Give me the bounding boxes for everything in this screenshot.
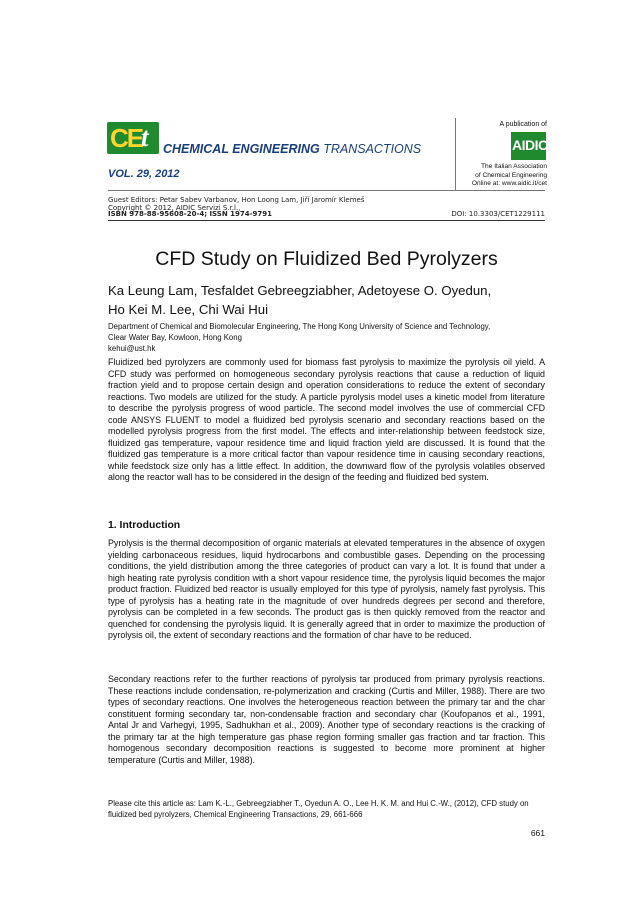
authors (108, 281, 491, 319)
isbn: ISBN 978-88-95608-20-4; ISSN 1974-9791 (108, 210, 272, 218)
cet-logo-ce: CE (110, 123, 143, 153)
journal-name (163, 142, 421, 156)
authors-line-2: Ho Kei M. Lee, Chi Wai Hui (108, 302, 269, 317)
journal-name-main: CHEMICAL ENGINEERING (163, 142, 320, 156)
association-info (455, 163, 547, 189)
affiliation-line-2: Clear Water Bay, Kowloon, Hong Kong (108, 333, 242, 342)
copyright-line: Copyright © 2012, AIDIC Servizi S.r.l., (108, 203, 241, 212)
intro-paragraph-2: Secondary reactions refer to the further reactions of pyrolysis tar produced from primary pyrolysis reactions. These reactions include condensation, re-polymerization and cracking (Curtis and Miller, 1988). There are two types of secondary reactions. One involves the heterogeneous reaction between the primary tar and the char constituent forming secondary tar, non-condensable fraction and secondary char (Koufopanos et al., 1991, Antal Jr and Varhegyi, 1995, Sadhukhan et al., 2009). Another type of secondary reactions is the cracking of the primary tar at the high temperature gas phase region forming smaller gas fraction and tar fraction. This homogenous secondary decomposition reactions is suggested to become more prominent at higher temperature (Curtis and Miller, 1988). (108, 674, 545, 765)
affiliation (108, 321, 545, 354)
affiliation-line-1: Department of Chemical and Biomolecular Engineering, The Hong Kong University of Science and Technology, (108, 322, 491, 331)
intro-paragraph-1: Pyrolysis is the thermal decomposition of organic materials at elevated temperatures in the absence of oxygen yielding carbonaceous residues, liquid hydrocarbons and combustible gases. Depending on the processing conditions, the yield distribution among the three categories of product can vary a lot. It is found that under a high heating rate pyrolysis condition with a short vapour residence time, the pyrolysis liquid becomes the major product fraction. Fluidized bed reactor is usually employed for this type of pyrolysis, namely fast pyrolysis. This type of pyrolysis has a heating rate in the magnitude of over hundreds degrees per second and therefore, pyrolysis can be completed in a few seconds. The product gas is then quickly removed from the reactor and quenched for condensing the pyrolysis liquid. It is generally agreed that in order to maximize the production of pyrolysis oil, the extent of secondary reactions and the formation of char have to be reduced. (108, 538, 545, 640)
aidic-logo-text: AIDIC (512, 137, 548, 153)
cet-logo (107, 122, 159, 154)
aidic-logo (511, 132, 546, 160)
cet-logo-t: t (141, 122, 149, 152)
header-divider-top (108, 190, 545, 191)
guest-editors: Guest Editors: Petar Sabev Varbanov, Hon Loong Lam, Jiří Jaromír Klemeš (108, 196, 365, 204)
section-heading-introduction: 1. Introduction (108, 520, 181, 531)
article-title: CFD Study on Fluidized Bed Pyrolyzers (155, 248, 498, 270)
association-line-1: The Italian Association (481, 163, 547, 170)
publication-of-label: A publication of (499, 121, 547, 128)
citation-note: Please cite this article as: Lam K.-L., Gebreegziabher T., Oyedun A. O., Lee H. K. M. and Hui C.-W., (2012), CFD study on fluidized bed pyrolyzers, Chemical Engineering Transactions, 29, 661-666 (108, 799, 529, 819)
header-divider-bottom (108, 220, 545, 221)
association-url: Online at: www.aidic.it/cet (471, 180, 547, 188)
journal-name-sub: TRANSACTIONS (323, 142, 422, 156)
association-line-2: of Chemical Engineering (475, 171, 547, 179)
volume-label: VOL. 29, 2012 (108, 168, 180, 180)
doi: DOI: 10.3303/CET1229111 (451, 210, 545, 218)
abstract: Fluidized bed pyrolyzers are commonly used for biomass fast pyrolysis to maximize the pyrolysis oil yield. A CFD study was performed on homogeneous secondary pyrolysis reactions that cause a reduction of liquid fraction yield and to propose certain design and operation considerations to reduce the extent of secondary reactions. Two models are utilized for the study. A particle pyrolysis model uses a kinetic model from literature to describe the pyrolysis progress of wood particle. The second model involves the use of commercial CFD code ANSYS FLUENT to model a fluidized bed pyrolysis scenario and secondary reactions based on the modelled pyrolysis progress from the first model. The effects and inter-relationship between feedstock size, fluidized gas temperature, vapour residence time and liquid fraction yield are discussed. It is found that the fluidized gas temperature is a more critical factor than vapour residence time in causing secondary reactions, while feedstock size only has a little effect. In addition, the downward flow of the pyrolysis volatiles observed along the reactor wall has to be considered in the design of the feeding and fluidized bed system. (108, 357, 545, 482)
isbn-line (108, 210, 545, 218)
authors-line-1: Ka Leung Lam, Tesfaldet Gebreegziabher, Adetoyese O. Oyedun, (108, 283, 492, 298)
page-number: 661 (530, 828, 545, 838)
author-email[interactable]: kehui@ust.hk (108, 344, 156, 353)
